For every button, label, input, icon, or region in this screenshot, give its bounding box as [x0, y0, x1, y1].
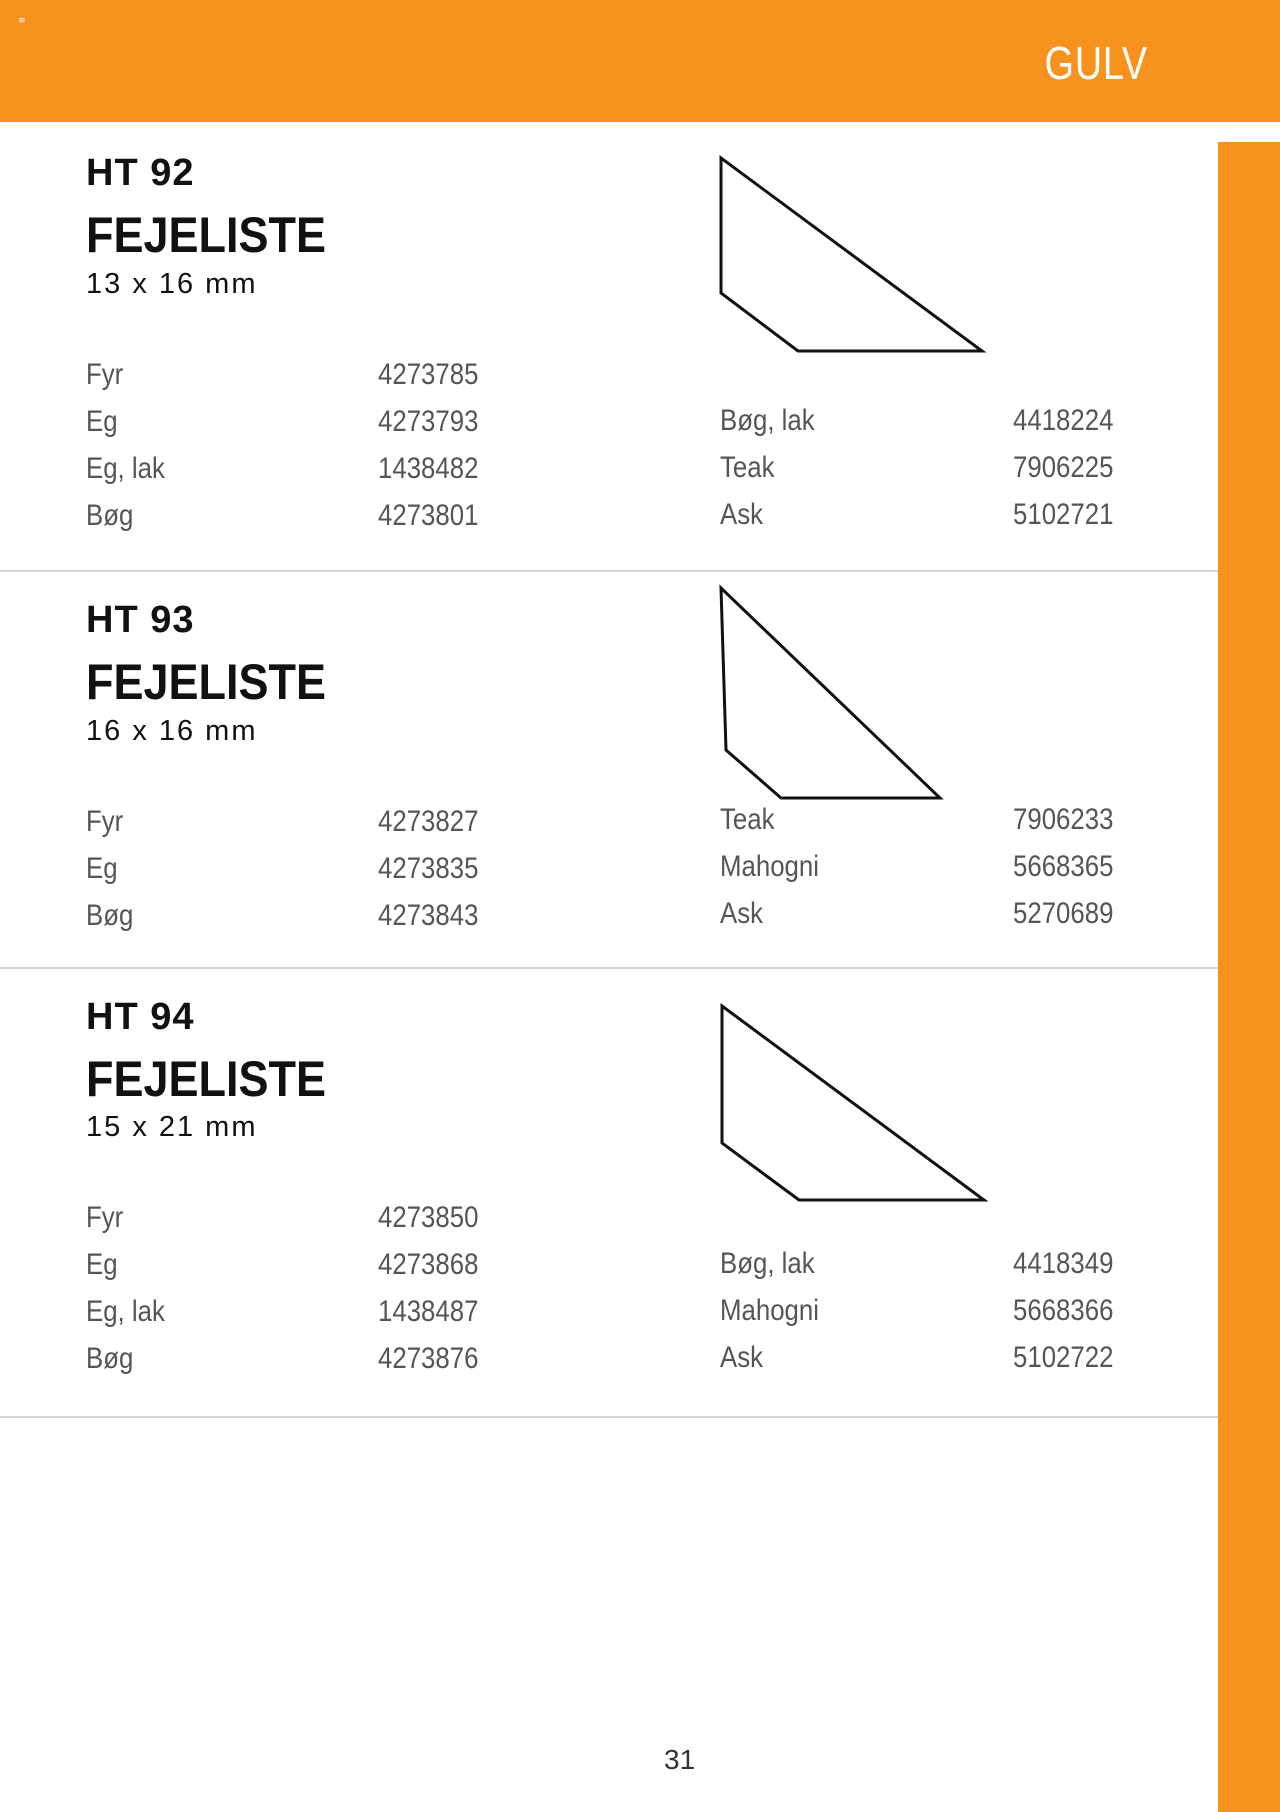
profile-drawing — [710, 580, 960, 805]
product-name: FEJELISTE — [86, 207, 327, 263]
section-divider — [0, 1416, 1218, 1418]
item-number: 4273850 — [378, 1201, 479, 1234]
section-title: GULV — [1044, 37, 1148, 89]
item-number: 4273827 — [378, 805, 479, 838]
header-bar — [0, 0, 1280, 122]
product-dimensions: 13 x 16 mm — [86, 268, 258, 300]
wood-type: Eg, lak — [86, 452, 165, 485]
item-number: 5668366 — [1013, 1294, 1114, 1327]
item-number: 5102721 — [1013, 498, 1114, 531]
item-number: 5668365 — [1013, 850, 1114, 883]
product-code: HT 94 — [86, 996, 195, 1038]
section-divider — [0, 570, 1218, 572]
item-number: 4273876 — [378, 1342, 479, 1375]
item-number: 4273793 — [378, 405, 479, 438]
wood-type: Eg, lak — [86, 1295, 165, 1328]
product-name: FEJELISTE — [86, 1051, 327, 1107]
product-dimensions: 15 x 21 mm — [86, 1111, 258, 1143]
item-number: 5270689 — [1013, 897, 1114, 930]
product-name: FEJELISTE — [86, 654, 327, 710]
item-number: 4273835 — [378, 852, 479, 885]
wood-type: Teak — [720, 803, 775, 836]
product-code: HT 93 — [86, 599, 195, 641]
product-dimensions: 16 x 16 mm — [86, 715, 258, 747]
section-divider — [0, 967, 1218, 969]
product-code: HT 92 — [86, 152, 195, 194]
wood-type: Bøg, lak — [720, 404, 815, 437]
item-number: 4418224 — [1013, 404, 1114, 437]
wood-type: Ask — [720, 498, 764, 531]
side-accent-bar — [1218, 142, 1280, 1812]
wood-type: Ask — [720, 897, 764, 930]
item-number: 1438482 — [378, 452, 479, 485]
wood-type: Bøg — [86, 499, 134, 532]
item-number: 4273843 — [378, 899, 479, 932]
item-number: 7906233 — [1013, 803, 1114, 836]
profile-drawing — [710, 150, 1000, 360]
wood-type: Fyr — [86, 1201, 124, 1234]
menu-glyph-icon: ≡ — [18, 16, 26, 26]
item-number: 4273868 — [378, 1248, 479, 1281]
wood-type: Teak — [720, 451, 775, 484]
item-number: 4273785 — [378, 358, 479, 391]
wood-type: Bøg — [86, 1342, 134, 1375]
item-number: 7906225 — [1013, 451, 1114, 484]
wood-type: Fyr — [86, 358, 124, 391]
wood-type: Bøg — [86, 899, 134, 932]
item-number: 5102722 — [1013, 1341, 1114, 1374]
item-number: 4418349 — [1013, 1247, 1114, 1280]
page-number: 31 — [664, 1744, 696, 1775]
wood-type: Ask — [720, 1341, 764, 1374]
wood-type: Eg — [86, 852, 118, 885]
wood-type: Fyr — [86, 805, 124, 838]
wood-type: Eg — [86, 1248, 118, 1281]
wood-type: Bøg, lak — [720, 1247, 815, 1280]
item-number: 1438487 — [378, 1295, 479, 1328]
wood-type: Eg — [86, 405, 118, 438]
item-number: 4273801 — [378, 499, 479, 532]
wood-type: Mahogni — [720, 850, 819, 883]
profile-drawing — [710, 998, 1000, 1210]
wood-type: Mahogni — [720, 1294, 819, 1327]
